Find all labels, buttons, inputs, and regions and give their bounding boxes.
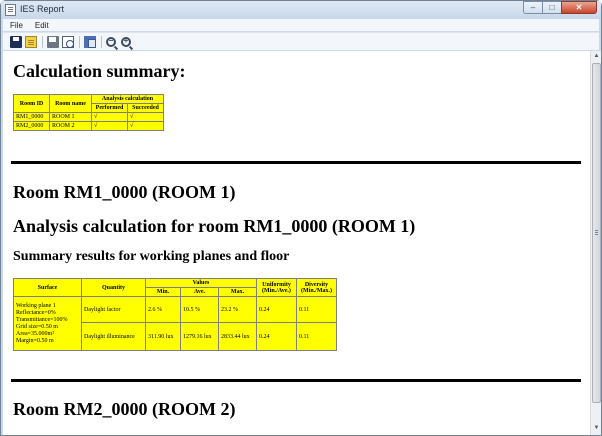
col-analysis: Analysis calculation [92,95,164,104]
col-diversity [297,279,337,297]
vertical-scrollbar[interactable] [590,51,601,435]
window-controls [524,1,597,15]
room-id-cell: RM2_0000 [14,122,50,131]
minimize-button[interactable]: – [523,1,543,14]
toolbar-separator [42,36,43,48]
uniformity-cell: 0.24 [257,297,297,323]
diversity-cell: 0.11 [297,323,337,351]
menu-file[interactable]: File [10,20,23,30]
uniformity-cell: 0.24 [257,323,297,351]
scroll-up-icon[interactable]: ▲ [593,53,600,59]
room-name-cell: ROOM 1 [50,113,92,122]
surface-line: Margin=0.50 m [16,337,54,344]
room2-title: Room RM2_0000 (ROOM 2) [13,399,236,419]
quantity-cell: Daylight factor [82,297,146,323]
summary-title: Calculation summary: [13,61,186,81]
surface-line: Area=35.000m² [16,330,55,337]
diversity-label: Diversity [304,281,329,288]
max-cell: 2833.44 lux [219,323,257,351]
col-uniformity [257,279,297,297]
report-app-icon [5,4,16,16]
menu-bar [3,19,599,31]
report-viewport[interactable] [3,51,590,435]
scroll-down-icon[interactable]: ▼ [593,425,600,431]
room-id-cell: RM1_0000 [14,113,50,122]
succeeded-cell: √ [128,113,164,122]
zoom-in-icon[interactable]: + [121,37,131,47]
surface-line: Transmittance=100% [16,316,68,323]
toolbar-separator [79,36,80,48]
copy-icon[interactable] [84,36,96,48]
room1-title: Room RM1_0000 (ROOM 1) [13,182,236,202]
print-preview-icon[interactable] [62,36,74,48]
toolbar-separator [101,36,102,48]
summary-table [13,94,164,131]
scrollbar-thumb[interactable] [592,63,601,403]
col-min: Min. [146,288,181,297]
save-icon[interactable] [10,36,22,48]
room-name-cell: ROOM 2 [50,122,92,131]
col-ave: Ave. [181,288,219,297]
surface-line: Working plane 1 [16,302,56,309]
diversity-cell: 0.11 [297,297,337,323]
col-quantity: Quantity [82,279,146,297]
zoom-out-icon[interactable]: − [106,37,116,47]
ave-cell: 10.5 % [181,297,219,323]
performed-cell: √ [92,122,128,131]
min-cell: 311.90 lux [146,323,181,351]
toolbar [3,32,599,50]
uniformity-sublabel: (Min./Ave.) [262,287,291,294]
uniformity-label: Uniformity [262,281,291,288]
close-button[interactable]: ✕ [561,1,597,14]
window-title: IES Report [20,4,65,14]
print-icon[interactable] [47,36,59,48]
diversity-sublabel: (Min./Max.) [301,287,332,294]
maximize-button[interactable]: □ [542,1,562,14]
col-succeeded: Succeeded [128,104,164,113]
succeeded-cell: √ [128,122,164,131]
surface-line: Reflectance=0% [16,309,56,316]
results-table [13,278,337,351]
min-cell: 2.6 % [146,297,181,323]
surface-cell [14,297,82,351]
max-cell: 23.2 % [219,297,257,323]
table-row [14,122,164,131]
title-bar[interactable] [1,1,601,19]
col-surface: Surface [14,279,82,297]
menu-edit[interactable]: Edit [34,20,49,30]
quantity-cell: Daylight illuminance [82,323,146,351]
open-icon[interactable] [25,36,37,48]
grip-icon [595,230,598,231]
ave-cell: 1279.16 lux [181,323,219,351]
surface-line: Grid size=0.50 m [16,323,58,330]
table-row [14,113,164,122]
col-room-name: Room name [50,95,92,113]
section-divider [11,161,581,164]
col-values: Values [146,279,257,288]
section-divider [11,379,581,382]
table-row [14,297,337,323]
results-title: Summary results for working planes and floor [13,249,290,264]
col-max: Max. [219,288,257,297]
col-room-id: Room ID [14,95,50,113]
analysis-title: Analysis calculation for room RM1_0000 (ROOM 1) [13,216,416,236]
col-performed: Performed [92,104,128,113]
performed-cell: √ [92,113,128,122]
